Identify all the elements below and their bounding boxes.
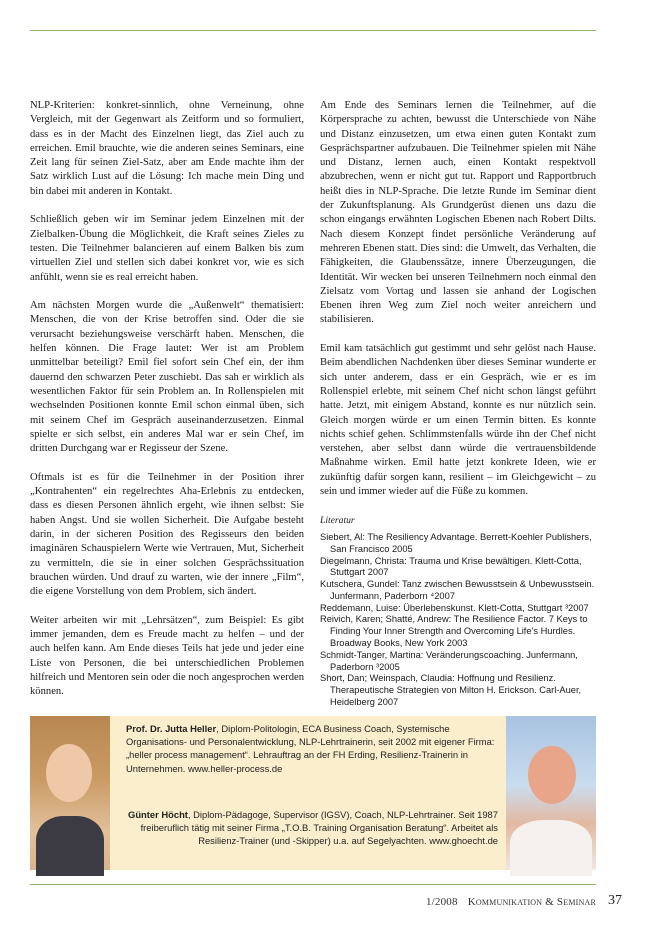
paragraph: Schließlich geben wir im Seminar jedem Einzelnen mit der Zielbalken-Übung die Möglichkeit, die Kraft seines Zieles zu testen. Die Teilnehmer balancieren auf einem Balken bis zum virtuellen Ziel und stellen sich dabei konkret vor, wie es sich anfühlt, wenn sie es real erreicht haben. — [30, 214, 304, 283]
literature-heading: Literatur — [320, 514, 355, 526]
author-photo-jutta-heller — [30, 716, 110, 870]
author-description: , Diplom-Politologin, ECA Business Coach, Systemische Organisations- und Personalentwicklung, NLP-Lehrtrainerin, seit 2002 mit eigener Firma: „heller process management“. Lehrauftrag an der FH Erding, Resilienz-Trainerin in Unternehmen. www.heller-process.de — [126, 723, 495, 774]
author-bio-two — [126, 808, 498, 848]
paragraph: Oftmals ist es für die Teilnehmer in der Position ihrer „Kontrahenten“ ein regelrechtes Aha-Erlebnis zu entdecken, dass es diesen Personen ähnlich ergeht, wie ihnen selbst: Sie haben Angst. Und sie wollen Sicherheit. Die Aufgabe besteht darin, in der sicheren Position des Regisseurs den beiden imaginären Schauspielern Werte wie Vertrauen, Mut, Sicherheit zu vermitteln, die sie in einer solchen Gesprächssituation brauchen würden. Und drauf zu warten, wie der innere „Film“, die eigene Vorstellung von dem Problem, sich ändert. — [30, 471, 304, 598]
literature-item: Diegelmann, Christa: Trauma und Krise bewältigen. Klett-Cotta, Stuttgart 2007 — [320, 555, 582, 578]
literature-item: Short, Dan; Weinspach, Claudia: Hoffnung und Resilienz. Therapeutische Strategien von Milton H. Erickson. Carl-Auer, Heidelberg 2007 — [320, 673, 582, 708]
literature-list — [320, 532, 596, 709]
author-name: Prof. Dr. Jutta Heller — [126, 723, 217, 734]
author-description: , Diplom-Pädagoge, Supervisor (IGSV), Coach, NLP-Lehrtrainer. Seit 1987 freiberuflich tätig mit seiner Firma „T.O.B. Training Organisation Beratung“. Arbeitet als Resilienz-Trainer (und -Skipper) u.a. auf Segelyachten. www.ghoecht.de — [140, 809, 498, 847]
literature-item: Schmidt-Tanger, Martina: Veränderungscoaching. Junfermann, Paderborn ³2005 — [320, 649, 578, 672]
issue-number: 1/2008 — [425, 896, 458, 908]
author-bio-one — [126, 722, 498, 775]
literature-item: Reddemann, Luise: Überlebenskunst. Klett-Cotta, Stuttgart ³2007 — [320, 602, 589, 613]
page-number: 37 — [608, 893, 622, 908]
face-shape — [46, 744, 92, 802]
right-column — [320, 99, 596, 709]
author-photo-guenter-hoecht — [506, 716, 596, 870]
literature-item: Siebert, Al: The Resiliency Advantage. Berrett-Koehler Publishers, San Francisco 2005 — [320, 531, 592, 554]
page-footer — [426, 896, 596, 908]
top-rule — [30, 30, 596, 31]
face-shape — [528, 746, 576, 804]
magazine-title: Kommunikation & Seminar — [467, 896, 596, 908]
bottom-rule — [30, 884, 596, 885]
shoulders-shape — [36, 816, 104, 876]
paragraph: Weiter arbeiten wir mit „Lehrsätzen“, zum Beispiel: Es gibt immer jemanden, dem es Freude macht zu helfen – und der auch helfen kann. Am Ende dieses Teils hat jede und jeder eine Liste von Personen, die bei unterschiedlichen Problemen hilfreich und Mentoren sein oder die noch angesprochen werden können. — [30, 614, 304, 698]
author-box — [30, 716, 596, 870]
paragraph: Am nächsten Morgen wurde die „Außenwelt“ thematisiert: Menschen, die von der Krise betroffen sind. Oder die sie verursacht beziehungsweise verschärft haben. Menschen, die helfen können. Die Frage lautet: Wer ist am Problem unmittelbar beteiligt? Emil fiel sofort sein Chef ein, der ihm dauernd den schwarzen Peter zuschiebt. Das sah er wirklich als wesentlichen Faktor für sein Problem an. In Rollenspielen mit wechselnden Positionen konnte Emil schon einmal üben, sich mit seinem Chef im Gespräch auseinanderzusetzen. Einmal spielte er sich selbst, ein anderes Mal war er sein Chef, im dritten Durchgang war er Regisseur der Szene. — [30, 300, 304, 455]
literature-item: Kutschera, Gundel: Tanz zwischen Bewusstsein & Unbewusstsein. Junfermann, Paderborn ⁴2007 — [320, 579, 595, 601]
literature-item: Reivich, Karen; Shatté, Andrew: The Resilience Factor. 7 Keys to Finding Your Inner Strength and Overcoming Life's Hurdles. Broadway Books, New York 2003 — [320, 614, 588, 649]
shoulders-shape — [510, 820, 592, 876]
author-name: Günter Höcht — [128, 809, 188, 820]
paragraph: Am Ende des Seminars lernen die Teilnehmer, auf die Körpersprache zu achten, bewusst die Unterschiede von Nähe und Distanz einzusetzen, um etwa einen guten Kontakt zum Gesprächspartner aufzubauen. Die Teilnehmer spielen mit Nähe und Distanz, lernen auch, einen Kontakt respektvoll abzubrechen, wenn er nicht gut tut. Rapport und Rapportbruch heißt dies in NLP-Sprache. Die letzte Runde im Seminar dient der Zukunftsplanung. Als Grundgerüst dienen uns dazu die schon eingangs erwähnten Logischen Ebenen nach Robert Dilts. Nach diesem Konzept findet persönliche Veränderung auf mehreren Ebenen statt. Dies sind: die Umwelt, das Verhalten, die Fähigkeiten, die Glaubenssätze, innere Überzeugungen, die Identität. Wir wecken bei unseren Teilnehmern noch einmal den Zielsatz vom Vortag und lassen sie anhand der Logischen Ebenen ihren Weg zum Ziel noch weiter anreichern und stabilisieren. — [320, 100, 596, 326]
left-column — [30, 99, 304, 714]
paragraph: Emil kam tatsächlich gut gestimmt und sehr gelöst nach Hause. Beim abendlichen Nachdenken über dieses Seminar wunderte er sich unter anderem, dass er ein Gespräch, wie er es im Rollenspiel erlebte, mit seinem Chef nicht schon längst geführt hatte. Jetzt, mit einigem Abstand, konnte es nur nützlich sein. Gleich morgen würde er um einen Termin bitten. Es konnte nichts schief gehen. Schlimmstenfalls würde ihn der Chef nicht verstehen, aber selbst dann würde die vertrauensbildende Maßnahme wirken. Emil hatte jetzt konkrete Ideen, wie er zukünftig dafür sorgen kann, resilient – im Gleichgewicht – zu sein und immer wieder auf die Füße zu kommen. — [320, 343, 596, 498]
paragraph: NLP-Kriterien: konkret-sinnlich, ohne Verneinung, ohne Vergleich, mit der Gegenwart als Zeitform und so formuliert, dass es in der Macht des Einzelnen liegt, das Ziel auch zu erreichen. Emil brauchte, wie die anderen seines Seminars, eine Zeit lang für seinen Ziel-Satz, aber am Ende machte ihm der Satz wirklich Lust auf die Lösung: Ich mache mein Ding und bin dabei mit anderen in Kontakt. — [30, 100, 304, 197]
